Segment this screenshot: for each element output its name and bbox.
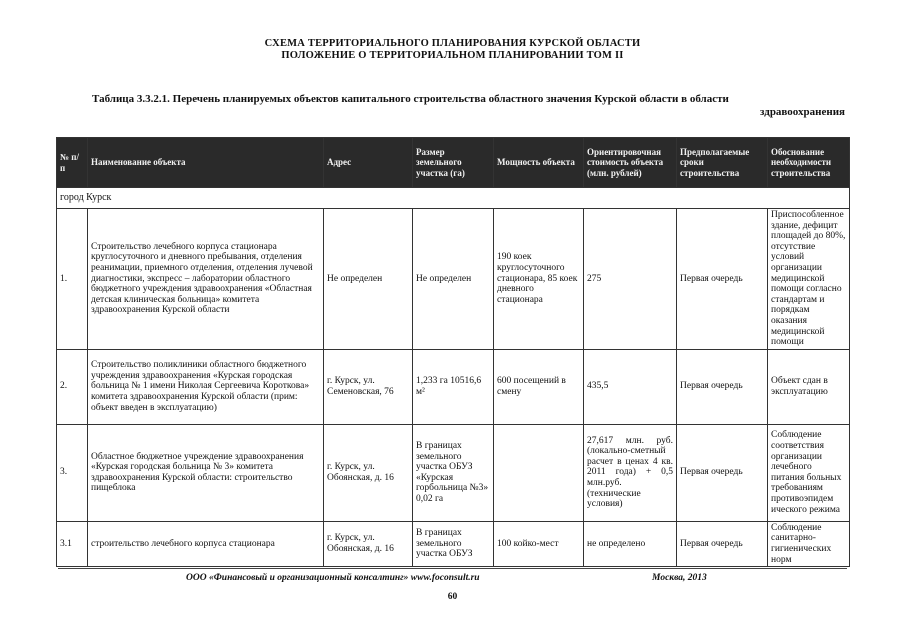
cell-address: Не определен <box>324 209 413 350</box>
document-header-line1: СХЕМА ТЕРРИТОРИАЛЬНОГО ПЛАНИРОВАНИЯ КУРСКОЙ ОБЛАСТИ <box>264 38 641 49</box>
cell-capacity <box>494 424 584 521</box>
cell-term: Первая очередь <box>677 209 768 350</box>
cell-term: Первая очередь <box>677 521 768 566</box>
table-row <box>57 424 850 521</box>
cell-area: В границах земельного участка ОБУЗ «Курская горбольница №3» 0,02 га <box>413 424 494 521</box>
cell-capacity: 190 коек круглосуточного стационара, 85 коек дневного стационара <box>494 209 584 350</box>
cell-cost: 27,617 млн. руб. (локально-сметный расчет в ценах 4 кв. 2011 года) + 0,5 млн.руб. (технические условия) <box>584 424 677 521</box>
cell-area: В границах земельного участка ОБУЗ <box>413 521 494 566</box>
cell-address: г. Курск, ул. Обоянская, д. 16 <box>324 424 413 521</box>
cell-name: Строительство поликлиники областного бюджетного учреждения здравоохранения «Курская городская больница № 1 имени Николая Сергеевича Короткова» комитета здравоохранения Курской области (прим: объект введен в эксплуатацию) <box>88 349 324 424</box>
document-header-line2: ПОЛОЖЕНИЕ О ТЕРРИТОРИАЛЬНОМ ПЛАНИРОВАНИИ ТОМ II <box>281 50 624 61</box>
footer-divider <box>58 568 847 569</box>
objects-table <box>56 137 850 567</box>
cell-reason: Соблюдение санитарно-гигиенических норм <box>768 521 850 566</box>
cell-name: строительство лечебного корпуса стационара <box>88 521 324 566</box>
col-header-address: Адрес <box>324 138 413 188</box>
cell-area: Не определен <box>413 209 494 350</box>
cell-address: г. Курск, ул. Обоянская, д. 16 <box>324 521 413 566</box>
cell-reason: Соблюдение соответствия организации лечебного питания больных требованиям противоэпидем ического режима <box>768 424 850 521</box>
group-row <box>57 188 850 209</box>
col-header-area: Размер земельного участка (га) <box>413 138 494 188</box>
footer-city-year: Москва, 2013 <box>652 573 707 583</box>
cell-name: Областное бюджетное учреждение здравоохранения «Курская городская больница № 3» комитета здравоохранения Курской области: строительство пищеблока <box>88 424 324 521</box>
group-label: город Курск <box>57 188 850 209</box>
col-header-name: Наименование объекта <box>88 138 324 188</box>
table-caption-line2: здравоохранения <box>760 106 845 118</box>
cell-num: 2. <box>57 349 88 424</box>
col-header-reason: Обоснование необходимости строительства <box>768 138 850 188</box>
cell-term: Первая очередь <box>677 349 768 424</box>
cell-capacity: 600 посещений в смену <box>494 349 584 424</box>
page-number: 60 <box>447 592 458 602</box>
cell-area: 1,233 га 10516,6 м² <box>413 349 494 424</box>
cell-cost: 435,5 <box>584 349 677 424</box>
col-header-cost: Ориентировочная стоимость объекта (млн. рублей) <box>584 138 677 188</box>
table-caption-line1: Таблица 3.3.2.1. Перечень планируемых объектов капитального строительства областного значения Курской области в области <box>92 93 729 105</box>
cell-address: г. Курск, ул. Семеновская, 76 <box>324 349 413 424</box>
table-row <box>57 521 850 566</box>
footer-company: ООО «Финансовый и организационный консалтинг» www.foconsult.ru <box>186 573 480 583</box>
cell-cost: 275 <box>584 209 677 350</box>
table-row <box>57 209 850 350</box>
cell-reason: Приспособленное здание, дефицит площадей до 80%, отсутствие условий организации медицинской помощи согласно стандартам и порядкам оказания медицинской помощи <box>768 209 850 350</box>
col-header-capacity: Мощность объекта <box>494 138 584 188</box>
cell-term: Первая очередь <box>677 424 768 521</box>
col-header-term: Предполагаемые сроки строительства <box>677 138 768 188</box>
cell-reason: Объект сдан в эксплуатацию <box>768 349 850 424</box>
table-row <box>57 349 850 424</box>
cell-name: Строительство лечебного корпуса стационара круглосуточного и дневного пребывания, отделения реанимации, приемного отделения, отделения лучевой диагностики, экспресс – лаборатории областного бюджетного учреждения здравоохранения «Областная детская клиническая больница» комитета здравоохранения Курской области <box>88 209 324 350</box>
col-header-num: № п/п <box>57 138 88 188</box>
cell-capacity: 100 койко-мест <box>494 521 584 566</box>
cell-num: 1. <box>57 209 88 350</box>
table-header-row <box>57 138 850 188</box>
table-caption <box>92 93 845 119</box>
cell-cost: не определено <box>584 521 677 566</box>
cell-num: 3. <box>57 424 88 521</box>
cell-num: 3.1 <box>57 521 88 566</box>
